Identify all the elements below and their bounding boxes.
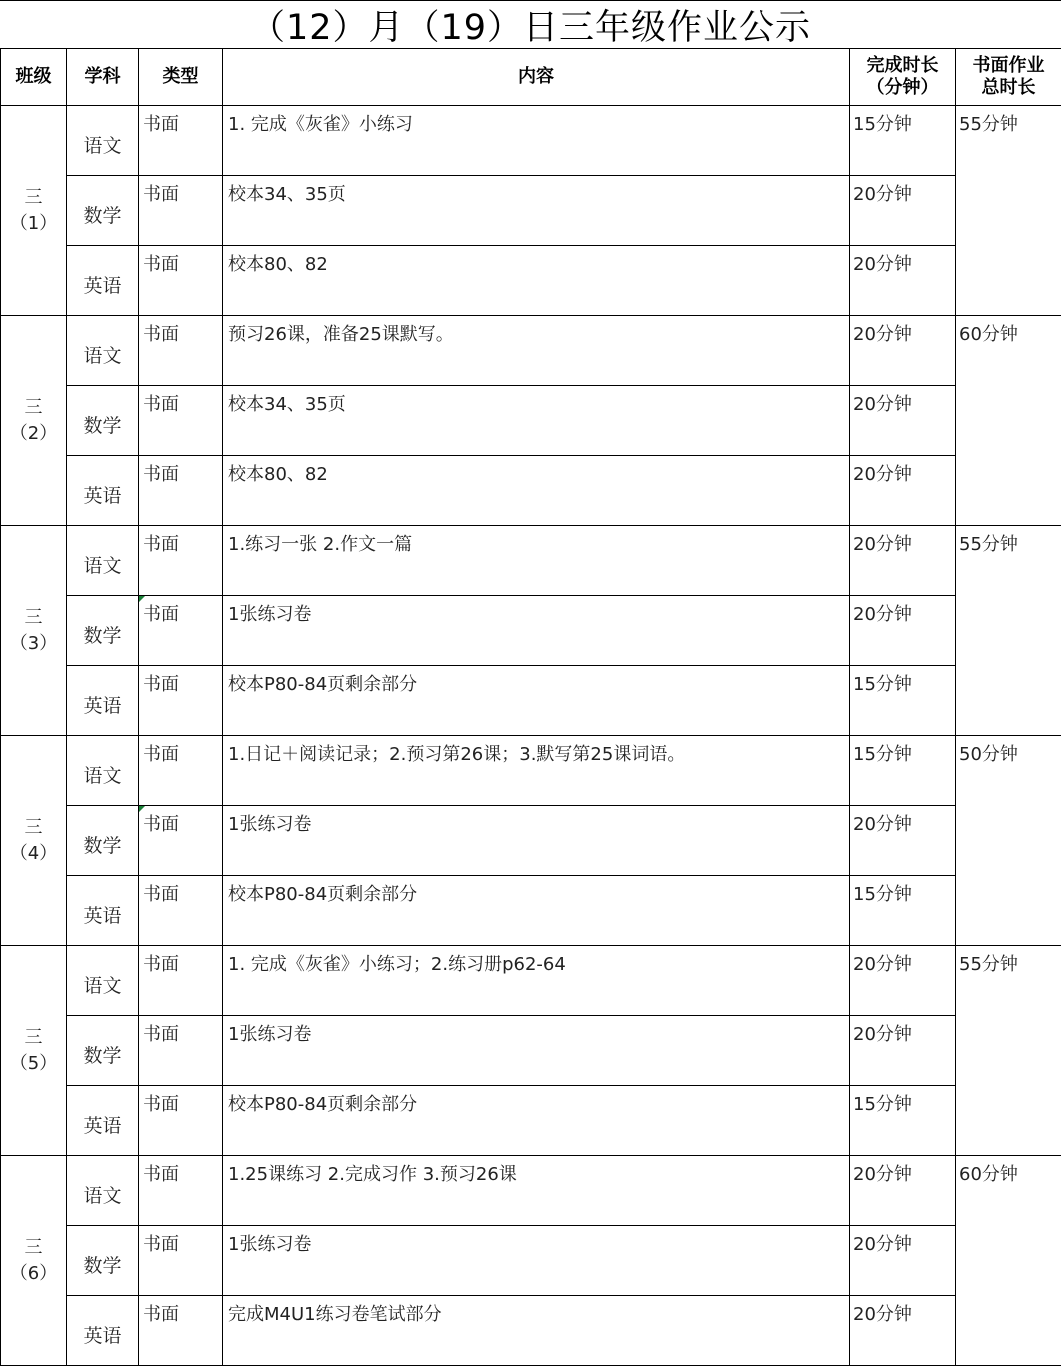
time-cell [850, 316, 956, 386]
subject-cell [67, 806, 139, 876]
content-cell [223, 1016, 850, 1086]
subject-cell-text: 语文 [83, 765, 121, 787]
type-cell [139, 736, 223, 806]
table-row [1, 106, 1061, 176]
subject-cell [67, 1086, 139, 1156]
type-cell-text: 书面 [143, 1164, 179, 1185]
type-cell-text: 书面 [143, 184, 179, 205]
table-row [1, 386, 1061, 456]
comment-marker-icon [139, 596, 145, 602]
content-cell-text: 1张练习卷 [228, 604, 311, 625]
time-cell [850, 1226, 956, 1296]
subject-cell-text: 数学 [83, 625, 121, 647]
class-grade: 三 [1, 1235, 66, 1261]
time-cell [850, 666, 956, 736]
subject-cell-text: 英语 [83, 695, 121, 717]
type-cell-text: 书面 [143, 1024, 179, 1045]
total-text: 55分钟 [959, 954, 1018, 975]
time-cell [850, 176, 956, 246]
table-row [1, 526, 1061, 596]
class-cell [1, 736, 67, 946]
subject-cell-text: 数学 [83, 835, 121, 857]
time-cell-text: 20分钟 [853, 1304, 912, 1325]
content-cell [223, 176, 850, 246]
type-cell [139, 526, 223, 596]
time-cell [850, 946, 956, 1016]
subject-cell [67, 456, 139, 526]
content-cell [223, 876, 850, 946]
class-number: （2） [1, 421, 66, 447]
time-cell [850, 456, 956, 526]
class-grade: 三 [1, 605, 66, 631]
content-cell-text: 完成M4U1练习卷笔试部分 [228, 1304, 442, 1325]
class-grade: 三 [1, 395, 66, 421]
type-cell-text: 书面 [143, 1234, 179, 1255]
content-cell-text: 1张练习卷 [228, 814, 311, 835]
header-time [850, 49, 956, 106]
type-cell-text: 书面 [143, 954, 179, 975]
table-row [1, 1016, 1061, 1086]
type-cell [139, 1086, 223, 1156]
type-cell [139, 386, 223, 456]
content-cell-text: 校本80、82 [228, 254, 328, 275]
content-cell [223, 386, 850, 456]
table-row [1, 946, 1061, 1016]
type-cell-text: 书面 [143, 534, 179, 555]
subject-cell-text: 语文 [83, 975, 121, 997]
type-cell-text: 书面 [143, 254, 179, 275]
total-text: 55分钟 [959, 114, 1018, 135]
type-cell-text: 书面 [143, 884, 179, 905]
header-type: 类型 [139, 49, 223, 106]
total-cell [956, 736, 1061, 946]
time-cell-text: 20分钟 [853, 604, 912, 625]
table-row [1, 876, 1061, 946]
subject-cell-text: 数学 [83, 415, 121, 437]
time-cell-text: 15分钟 [853, 114, 912, 135]
type-cell [139, 246, 223, 316]
content-cell-text: 校本34、35页 [228, 184, 346, 205]
time-cell [850, 596, 956, 666]
time-cell-text: 15分钟 [853, 884, 912, 905]
subject-cell-text: 语文 [83, 1185, 121, 1207]
table-row [1, 1226, 1061, 1296]
type-cell-text: 书面 [143, 744, 179, 765]
time-cell [850, 736, 956, 806]
subject-cell [67, 666, 139, 736]
content-cell [223, 1156, 850, 1226]
class-number: （6） [1, 1261, 66, 1287]
header-row [1, 49, 1061, 106]
table-row [1, 1156, 1061, 1226]
subject-cell-text: 数学 [83, 1255, 121, 1277]
subject-cell-text: 英语 [83, 1325, 121, 1347]
subject-cell [67, 386, 139, 456]
homework-table [0, 48, 1061, 1366]
table-row [1, 1296, 1061, 1366]
content-cell-text: 校本P80-84页剩余部分 [228, 884, 417, 905]
content-cell [223, 736, 850, 806]
subject-cell [67, 1156, 139, 1226]
time-cell-text: 15分钟 [853, 1094, 912, 1115]
table-row [1, 1086, 1061, 1156]
subject-cell [67, 736, 139, 806]
time-cell [850, 246, 956, 316]
content-cell [223, 106, 850, 176]
class-cell [1, 946, 67, 1156]
subject-cell [67, 176, 139, 246]
comment-marker-icon [139, 806, 145, 812]
table-row [1, 246, 1061, 316]
header-total-line2: 总时长 [956, 77, 1061, 99]
content-cell [223, 1086, 850, 1156]
class-grade: 三 [1, 1025, 66, 1051]
content-cell-text: 预习26课，准备25课默写。 [228, 324, 454, 345]
type-cell [139, 106, 223, 176]
content-cell-text: 1.日记＋阅读记录；2.预习第26课；3.默写第25课词语。 [228, 744, 685, 765]
content-cell [223, 946, 850, 1016]
header-time-line1: 完成时长 [850, 55, 955, 77]
table-row [1, 666, 1061, 736]
type-cell [139, 1226, 223, 1296]
content-cell [223, 1226, 850, 1296]
header-total-line1: 书面作业 [956, 55, 1061, 77]
content-cell-text: 1张练习卷 [228, 1234, 311, 1255]
total-text: 50分钟 [959, 744, 1018, 765]
subject-cell-text: 英语 [83, 485, 121, 507]
class-number: （1） [1, 211, 66, 237]
content-cell [223, 666, 850, 736]
time-cell-text: 20分钟 [853, 1164, 912, 1185]
time-cell-text: 20分钟 [853, 394, 912, 415]
total-cell [956, 526, 1061, 736]
class-cell [1, 1156, 67, 1366]
time-cell-text: 20分钟 [853, 324, 912, 345]
subject-cell [67, 246, 139, 316]
time-cell-text: 20分钟 [853, 814, 912, 835]
total-cell [956, 106, 1061, 316]
time-cell [850, 806, 956, 876]
time-cell [850, 1156, 956, 1226]
class-cell [1, 526, 67, 736]
subject-cell-text: 语文 [83, 555, 121, 577]
total-cell [956, 946, 1061, 1156]
time-cell-text: 20分钟 [853, 1234, 912, 1255]
content-cell-text: 校本P80-84页剩余部分 [228, 674, 417, 695]
subject-cell [67, 1016, 139, 1086]
content-cell [223, 316, 850, 386]
time-cell [850, 1296, 956, 1366]
header-time-line2: （分钟） [850, 77, 955, 99]
type-cell [139, 946, 223, 1016]
type-cell [139, 666, 223, 736]
type-cell [139, 316, 223, 386]
content-cell [223, 526, 850, 596]
header-content: 内容 [223, 49, 850, 106]
table-row [1, 456, 1061, 526]
type-cell-text: 书面 [143, 1304, 179, 1325]
content-cell [223, 246, 850, 316]
time-cell-text: 20分钟 [853, 1024, 912, 1045]
subject-cell [67, 1296, 139, 1366]
content-cell [223, 806, 850, 876]
subject-cell-text: 英语 [83, 1115, 121, 1137]
time-cell [850, 1016, 956, 1086]
table-row [1, 596, 1061, 666]
total-text: 60分钟 [959, 324, 1018, 345]
content-cell [223, 456, 850, 526]
content-cell-text: 1张练习卷 [228, 1024, 311, 1045]
header-total [956, 49, 1061, 106]
content-cell [223, 596, 850, 666]
time-cell [850, 526, 956, 596]
table-row [1, 736, 1061, 806]
class-number: （4） [1, 841, 66, 867]
class-number: （3） [1, 631, 66, 657]
class-cell [1, 316, 67, 526]
class-grade: 三 [1, 185, 66, 211]
total-cell [956, 1156, 1061, 1366]
content-cell-text: 1.练习一张 2.作文一篇 [228, 534, 412, 555]
table-body [1, 106, 1061, 1366]
class-number: （5） [1, 1051, 66, 1077]
type-cell-text: 书面 [143, 324, 179, 345]
subject-cell [67, 316, 139, 386]
type-cell-text: 书面 [143, 114, 179, 135]
time-cell-text: 15分钟 [853, 744, 912, 765]
content-cell-text: 校本80、82 [228, 464, 328, 485]
time-cell [850, 106, 956, 176]
time-cell-text: 20分钟 [853, 534, 912, 555]
type-cell [139, 176, 223, 246]
time-cell-text: 20分钟 [853, 464, 912, 485]
time-cell [850, 1086, 956, 1156]
type-cell-text: 书面 [143, 1094, 179, 1115]
subject-cell-text: 数学 [83, 205, 121, 227]
subject-cell [67, 876, 139, 946]
class-grade: 三 [1, 815, 66, 841]
time-cell-text: 15分钟 [853, 674, 912, 695]
subject-cell [67, 946, 139, 1016]
type-cell-text: 书面 [143, 464, 179, 485]
content-cell-text: 校本34、35页 [228, 394, 346, 415]
time-cell-text: 20分钟 [853, 184, 912, 205]
type-cell-text: 书面 [143, 604, 179, 625]
content-cell-text: 校本P80-84页剩余部分 [228, 1094, 417, 1115]
time-cell-text: 20分钟 [853, 254, 912, 275]
class-cell [1, 106, 67, 316]
total-text: 60分钟 [959, 1164, 1018, 1185]
type-cell [139, 876, 223, 946]
type-cell-text: 书面 [143, 674, 179, 695]
time-cell-text: 20分钟 [853, 954, 912, 975]
subject-cell-text: 语文 [83, 345, 121, 367]
table-row [1, 176, 1061, 246]
content-cell-text: 1. 完成《灰雀》小练习；2.练习册p62-64 [228, 954, 566, 975]
subject-cell [67, 596, 139, 666]
type-cell [139, 596, 223, 666]
type-cell [139, 1156, 223, 1226]
type-cell [139, 456, 223, 526]
subject-cell-text: 语文 [83, 135, 121, 157]
total-text: 55分钟 [959, 534, 1018, 555]
content-cell-text: 1. 完成《灰雀》小练习 [228, 114, 413, 135]
subject-cell-text: 英语 [83, 905, 121, 927]
type-cell-text: 书面 [143, 394, 179, 415]
table-row [1, 316, 1061, 386]
content-cell-text: 1.25课练习 2.完成习作 3.预习26课 [228, 1164, 517, 1185]
subject-cell [67, 526, 139, 596]
time-cell [850, 876, 956, 946]
header-subject: 学科 [67, 49, 139, 106]
total-cell [956, 316, 1061, 526]
subject-cell [67, 106, 139, 176]
time-cell [850, 386, 956, 456]
sheet-title: （12）月（19）日三年级作业公示 [0, 0, 1061, 48]
table-row [1, 806, 1061, 876]
type-cell [139, 1296, 223, 1366]
subject-cell [67, 1226, 139, 1296]
type-cell-text: 书面 [143, 814, 179, 835]
subject-cell-text: 英语 [83, 275, 121, 297]
content-cell [223, 1296, 850, 1366]
subject-cell-text: 数学 [83, 1045, 121, 1067]
type-cell [139, 1016, 223, 1086]
type-cell [139, 806, 223, 876]
header-class: 班级 [1, 49, 67, 106]
